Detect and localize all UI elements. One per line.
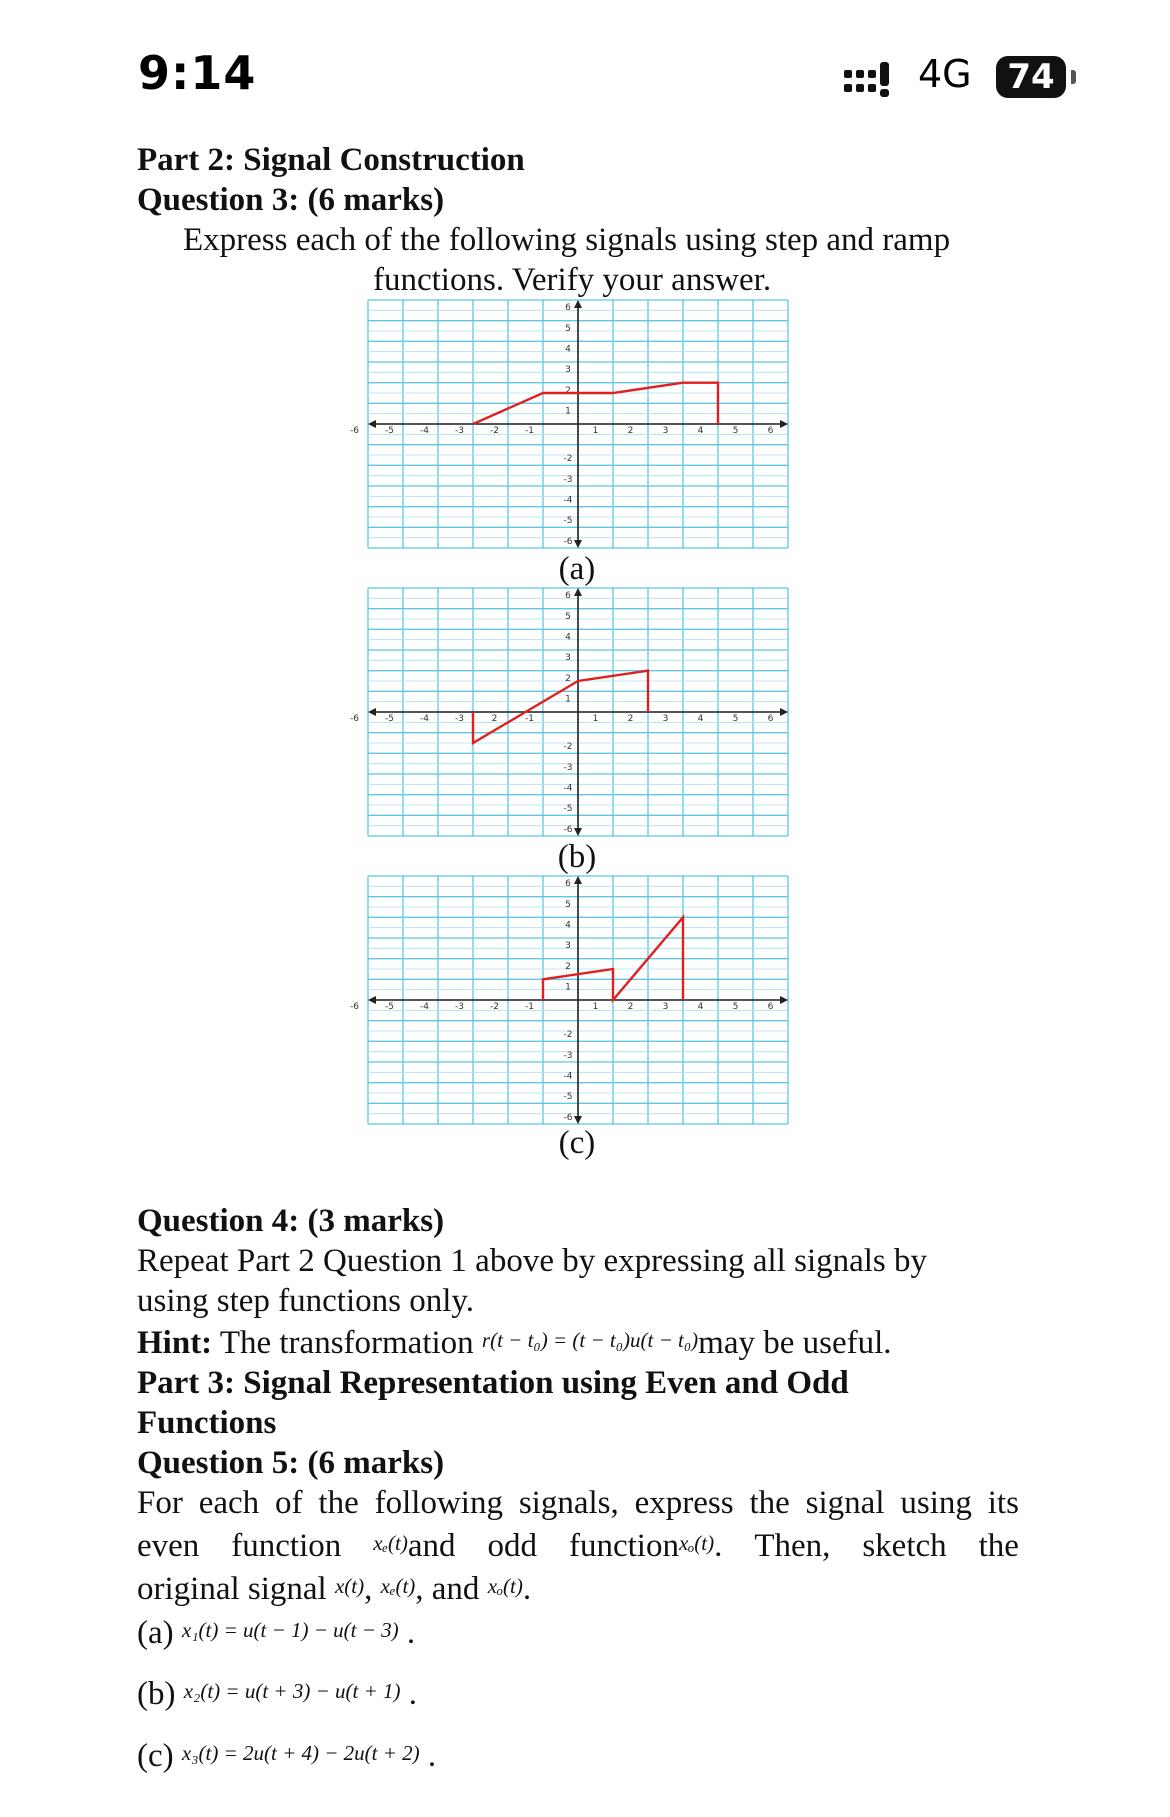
xe-formula: xₑ(t) bbox=[373, 1531, 408, 1555]
y-tick-label: -6 bbox=[563, 1112, 573, 1123]
battery-icon: 74 bbox=[996, 56, 1066, 98]
y-tick-label: 2 bbox=[565, 961, 571, 972]
q5-line3-text: original signal bbox=[137, 1571, 327, 1607]
q5-word: and bbox=[407, 1528, 456, 1564]
q4-line2: using step functions only. bbox=[137, 1283, 475, 1319]
graph-b bbox=[350, 588, 788, 836]
graph-b-caption: (b) bbox=[557, 839, 597, 875]
x-tick-label: -1 bbox=[525, 714, 534, 724]
x-tick-label: 1 bbox=[592, 1002, 599, 1012]
graph-c bbox=[350, 876, 788, 1124]
x-tick-label: -6 bbox=[350, 426, 359, 436]
y-tick-label: -3 bbox=[563, 1050, 573, 1061]
q4-title: Question 4: (3 marks) bbox=[137, 1203, 445, 1239]
y-tick-label: -2 bbox=[563, 1030, 573, 1041]
y-tick-label: 6 bbox=[565, 591, 571, 602]
q5-word: the bbox=[318, 1485, 359, 1521]
y-tick-label: 5 bbox=[565, 323, 571, 334]
x-tick-label: -6 bbox=[350, 714, 359, 724]
y-tick-label: -2 bbox=[563, 742, 573, 753]
status-bar bbox=[0, 0, 1170, 110]
x-tick-label: 6 bbox=[767, 714, 774, 724]
y-tick-label: -5 bbox=[563, 1092, 573, 1103]
xo-formula-2: xₒ(t) bbox=[487, 1574, 523, 1598]
xe-formula-2: xₑ(t) bbox=[380, 1574, 416, 1598]
y-tick-label: 4 bbox=[565, 632, 571, 643]
q5-word: For bbox=[137, 1485, 183, 1521]
q5-word: each bbox=[198, 1485, 260, 1521]
part3-heading-line2: Functions bbox=[137, 1405, 277, 1441]
y-tick-label: 6 bbox=[565, 879, 571, 890]
x-formula: x(t) bbox=[334, 1574, 365, 1598]
y-tick-label: -5 bbox=[563, 804, 573, 815]
x-tick-label: 2 bbox=[491, 714, 498, 724]
q5-item-b bbox=[137, 1676, 417, 1713]
x-tick-label: 3 bbox=[662, 426, 669, 436]
hint-text: The transformation bbox=[219, 1325, 474, 1361]
q3-line2: functions. Verify your answer. bbox=[373, 262, 772, 298]
y-tick-label: -3 bbox=[563, 474, 573, 485]
q5-word: the bbox=[749, 1485, 790, 1521]
q5-word: signal bbox=[805, 1485, 885, 1521]
q5-item-c bbox=[137, 1738, 436, 1775]
comma: , bbox=[364, 1571, 373, 1607]
q5-word: signals, bbox=[518, 1485, 619, 1521]
x-tick-label: 2 bbox=[627, 426, 634, 436]
hint-label: Hint: bbox=[137, 1325, 213, 1361]
q3-title: Question 3: (6 marks) bbox=[137, 182, 445, 218]
y-axis-arrow-up bbox=[574, 300, 582, 308]
q5-word: even bbox=[137, 1528, 200, 1564]
x-tick-label: -2 bbox=[490, 1002, 499, 1012]
x-tick-label: -5 bbox=[385, 714, 394, 724]
q5-word: odd bbox=[487, 1528, 537, 1564]
x-tick-label: 6 bbox=[767, 1002, 774, 1012]
y-tick-label: 3 bbox=[565, 941, 571, 952]
y-tick-label: -2 bbox=[563, 454, 573, 465]
x-tick-label: -1 bbox=[525, 426, 534, 436]
part2-heading: Part 2: Signal Construction bbox=[137, 142, 525, 178]
y-tick-label: 2 bbox=[565, 673, 571, 684]
q5-word: of bbox=[275, 1485, 303, 1521]
q3-line1: Express each of the following signals using step and ramp bbox=[183, 222, 951, 258]
x-axis-arrow-left bbox=[368, 420, 376, 428]
x-tick-label: -1 bbox=[525, 1002, 534, 1012]
x-tick-label: 5 bbox=[732, 1002, 739, 1012]
x-tick-label: -5 bbox=[385, 1002, 394, 1012]
item-formula: x₁(t) = u(t − 1) − u(t − 3) bbox=[181, 1618, 399, 1642]
x-axis-arrow-left bbox=[368, 996, 376, 1004]
x-tick-label: 4 bbox=[697, 714, 704, 724]
q5-word: function bbox=[231, 1528, 342, 1564]
q5-word: sketch bbox=[862, 1528, 947, 1564]
y-tick-label: -6 bbox=[563, 536, 573, 547]
and-text: , and bbox=[415, 1571, 480, 1607]
q5-word: express bbox=[634, 1485, 734, 1521]
x-tick-label: 1 bbox=[592, 426, 599, 436]
x-tick-label: 3 bbox=[662, 714, 669, 724]
q5-title: Question 5: (6 marks) bbox=[137, 1445, 445, 1481]
q5-line2 bbox=[137, 1528, 1019, 1565]
item-label: (b) bbox=[137, 1676, 176, 1712]
y-tick-label: 4 bbox=[565, 920, 571, 931]
q4-line1: Repeat Part 2 Question 1 above by expressing all signals by bbox=[137, 1243, 928, 1279]
x-tick-label: -2 bbox=[490, 426, 499, 436]
item-end: . bbox=[408, 1676, 418, 1712]
q5-line1 bbox=[137, 1485, 1019, 1522]
y-tick-label: -5 bbox=[563, 516, 573, 527]
x-tick-label: 4 bbox=[697, 426, 704, 436]
network-type: 4G bbox=[918, 52, 972, 96]
q5-word: Then, bbox=[754, 1528, 831, 1564]
y-tick-label: 6 bbox=[565, 303, 571, 314]
q5-line3 bbox=[137, 1571, 531, 1608]
q5-item-a bbox=[137, 1615, 415, 1652]
graph-a bbox=[350, 300, 788, 548]
x-tick-label: -3 bbox=[455, 426, 464, 436]
y-tick-label: -3 bbox=[563, 762, 573, 773]
y-axis-arrow-up bbox=[574, 588, 582, 596]
y-tick-label: 3 bbox=[565, 365, 571, 376]
x-tick-label: 5 bbox=[732, 426, 739, 436]
hint-formula: r(t − t₀) = (t − t₀)u(t − t₀) bbox=[481, 1328, 699, 1352]
y-axis-arrow-down bbox=[574, 828, 582, 836]
y-tick-label: 1 bbox=[565, 694, 571, 705]
item-label: (c) bbox=[137, 1738, 174, 1774]
q5-word: following bbox=[374, 1485, 503, 1521]
y-axis-arrow-up bbox=[574, 876, 582, 884]
x-axis-arrow-right bbox=[780, 420, 788, 428]
graph-a-caption: (a) bbox=[558, 551, 596, 587]
y-tick-label: -4 bbox=[563, 783, 573, 794]
xo-formula: xₒ(t) bbox=[678, 1531, 715, 1555]
y-tick-label: 3 bbox=[565, 653, 571, 664]
q4-hint bbox=[137, 1325, 892, 1362]
x-tick-label: -3 bbox=[455, 1002, 464, 1012]
q5-word: using bbox=[900, 1485, 972, 1521]
x-tick-label: -4 bbox=[420, 426, 429, 436]
x-tick-label: -6 bbox=[350, 1002, 359, 1012]
item-formula: x₃(t) = 2u(t + 4) − 2u(t + 2) bbox=[181, 1741, 420, 1765]
y-tick-label: -4 bbox=[563, 1071, 573, 1082]
x-tick-label: -4 bbox=[420, 1002, 429, 1012]
hint-end: may be useful. bbox=[698, 1325, 892, 1361]
q5-word: the bbox=[978, 1528, 1019, 1564]
x-tick-label: 2 bbox=[627, 714, 634, 724]
y-axis-arrow-down bbox=[574, 540, 582, 548]
y-tick-label: 5 bbox=[565, 899, 571, 910]
x-tick-label: -3 bbox=[455, 714, 464, 724]
part3-heading-line1: Part 3: Signal Representation using Even and Odd bbox=[137, 1365, 849, 1401]
y-tick-label: 1 bbox=[565, 406, 571, 417]
x-axis-arrow-right bbox=[780, 996, 788, 1004]
item-formula: x₂(t) = u(t + 3) − u(t + 1) bbox=[183, 1679, 401, 1703]
q5-word: . bbox=[714, 1528, 723, 1564]
graph-c-caption: (c) bbox=[558, 1125, 596, 1161]
y-tick-label: 4 bbox=[565, 344, 571, 355]
period: . bbox=[522, 1571, 532, 1607]
x-tick-label: 4 bbox=[697, 1002, 704, 1012]
q5-word: its bbox=[987, 1485, 1019, 1521]
x-tick-label: 2 bbox=[627, 1002, 634, 1012]
y-tick-label: 5 bbox=[565, 611, 571, 622]
battery-cap bbox=[1071, 70, 1076, 84]
x-tick-label: 5 bbox=[732, 714, 739, 724]
x-tick-label: 6 bbox=[767, 426, 774, 436]
x-tick-label: 1 bbox=[592, 714, 599, 724]
x-tick-label: -4 bbox=[420, 714, 429, 724]
x-tick-label: -5 bbox=[385, 426, 394, 436]
status-time: 9:14 bbox=[138, 46, 257, 100]
y-tick-label: 2 bbox=[565, 385, 571, 396]
y-tick-label: -6 bbox=[563, 824, 573, 835]
x-tick-label: 3 bbox=[662, 1002, 669, 1012]
y-tick-label: -4 bbox=[563, 495, 573, 506]
x-axis-arrow-left bbox=[368, 708, 376, 716]
item-end: . bbox=[406, 1615, 416, 1651]
item-label: (a) bbox=[137, 1615, 174, 1651]
item-end: . bbox=[427, 1738, 437, 1774]
q5-word: function bbox=[568, 1528, 679, 1564]
y-tick-label: 1 bbox=[565, 982, 571, 993]
y-axis-arrow-down bbox=[574, 1116, 582, 1124]
cellular-signal-icon bbox=[842, 62, 898, 100]
x-axis-arrow-right bbox=[780, 708, 788, 716]
